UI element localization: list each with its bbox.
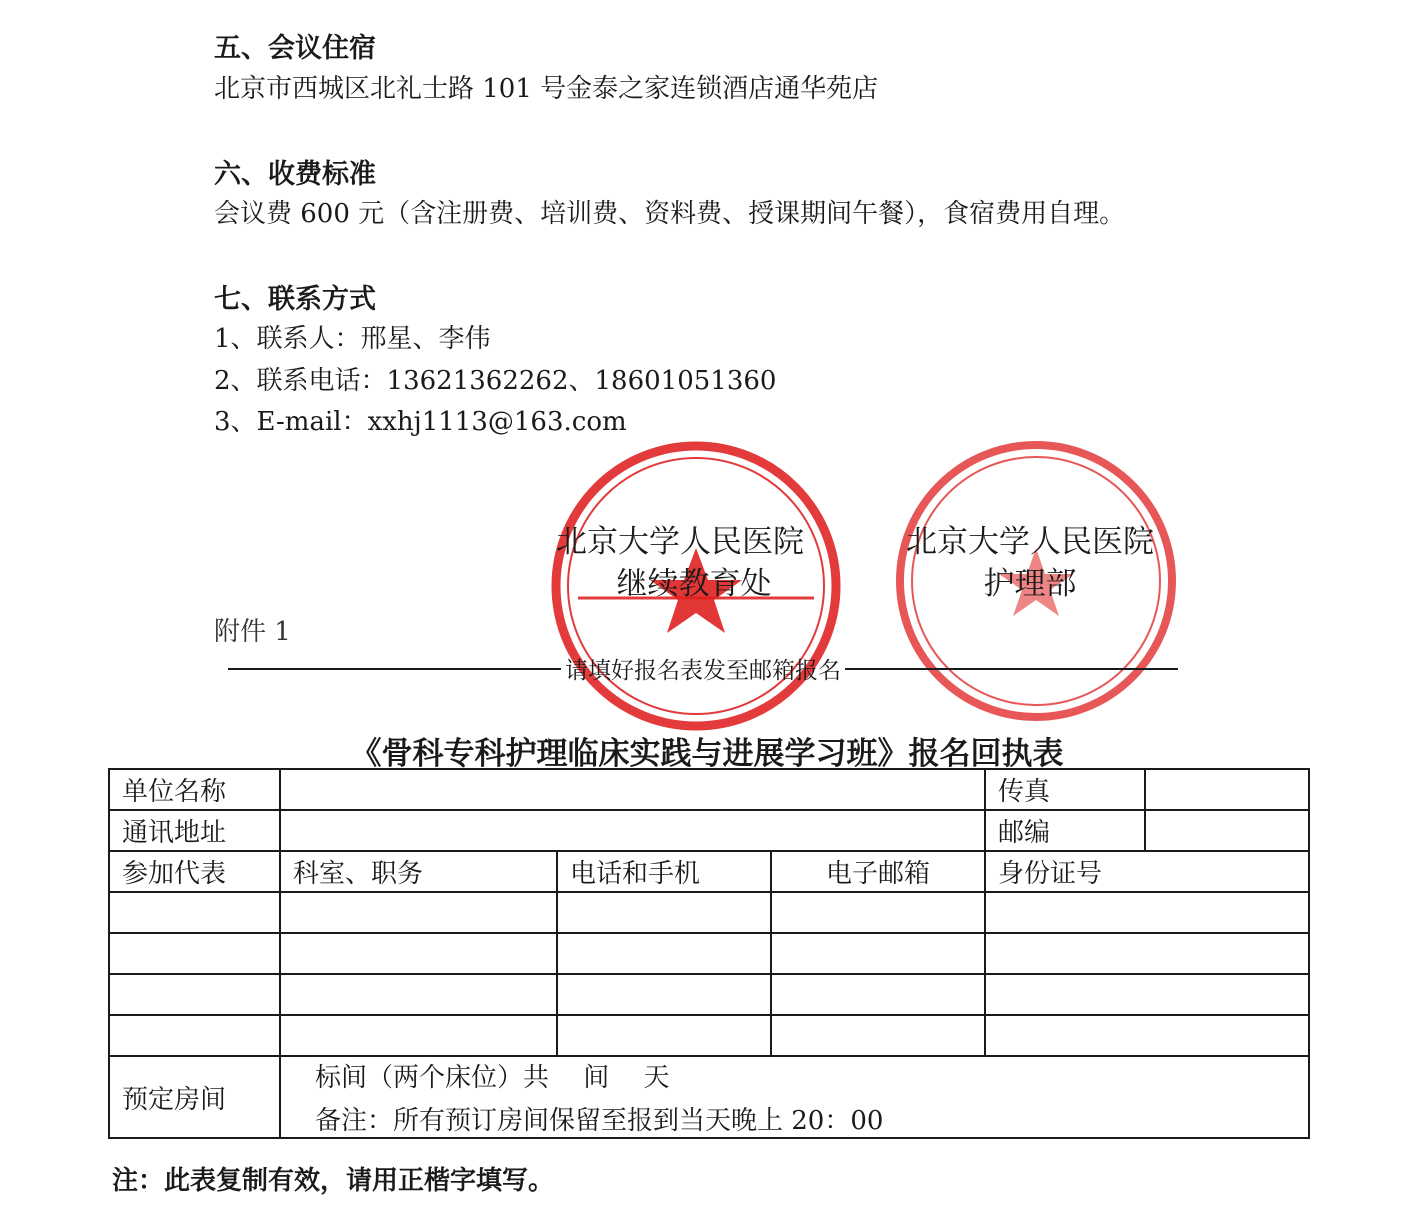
email-field[interactable] (771, 892, 985, 933)
representative-name-field[interactable] (109, 1015, 280, 1056)
booking-room-line: 标间（两个床位）共 间 天 (315, 1063, 670, 1093)
representative-label: 参加代表 (109, 851, 280, 892)
booking-note: 备注：所有预订房间保留至报到当天晚上 20：00 (315, 1106, 884, 1136)
form-title: 《骨科专科护理临床实践与进展学习班》报名回执表 (350, 736, 1064, 772)
divider-text: 请填好报名表发至邮箱报名 (565, 658, 841, 684)
unit-name-label: 单位名称 (109, 769, 280, 810)
department-field[interactable] (280, 1015, 557, 1056)
section6-text: 会议费 600 元（含注册费、培训费、资料费、授课期间午餐），食宿费用自理。 (214, 199, 1126, 229)
id-number-field[interactable] (985, 974, 1309, 1015)
email-field[interactable] (771, 1015, 985, 1056)
section7-title: 七、联系方式 (214, 284, 376, 315)
contact-phone: 2、联系电话：13621362262、18601051360 (214, 366, 777, 396)
attachment-label: 附件 1 (214, 617, 291, 647)
phone-field[interactable] (557, 933, 771, 974)
column-email: 电子邮箱 (771, 851, 985, 892)
fax-field[interactable] (1145, 769, 1309, 810)
signature-org-line: 北京大学人民医院 (556, 524, 804, 560)
section5-text: 北京市西城区北礼士路 101 号金泰之家连锁酒店通华苑店 (214, 74, 879, 104)
phone-field[interactable] (557, 974, 771, 1015)
unit-name-field[interactable] (280, 769, 985, 810)
email-field[interactable] (771, 933, 985, 974)
cut-divider (228, 652, 1178, 685)
booking-field[interactable] (280, 1056, 1309, 1138)
id-number-field[interactable] (985, 1015, 1309, 1056)
representative-name-field[interactable] (109, 892, 280, 933)
fax-label: 传真 (985, 769, 1145, 810)
column-id-number: 身份证号 (985, 851, 1309, 892)
table-row (109, 892, 1309, 933)
id-number-field[interactable] (985, 892, 1309, 933)
contact-email: 3、E-mail：xxhj1113@163.com (214, 407, 627, 437)
phone-field[interactable] (557, 892, 771, 933)
representative-name-field[interactable] (109, 974, 280, 1015)
phone-field[interactable] (557, 1015, 771, 1056)
email-field[interactable] (771, 974, 985, 1015)
address-field[interactable] (280, 810, 985, 851)
section6-title: 六、收费标准 (214, 159, 376, 190)
table-row (109, 974, 1309, 1015)
table-row (109, 1015, 1309, 1056)
contact-person: 1、联系人：邢星、李伟 (214, 324, 491, 354)
dash-line (845, 668, 1178, 670)
postcode-field[interactable] (1145, 810, 1309, 851)
section5-title: 五、会议住宿 (214, 33, 376, 64)
column-phone: 电话和手机 (557, 851, 771, 892)
department-field[interactable] (280, 974, 557, 1015)
booking-label: 预定房间 (109, 1056, 280, 1138)
department-field[interactable] (280, 892, 557, 933)
signature-org-line: 北京大学人民医院 (906, 524, 1154, 560)
address-label: 通讯地址 (109, 810, 280, 851)
representative-name-field[interactable] (109, 933, 280, 974)
signature-dept-line: 护理部 (983, 566, 1077, 602)
id-number-field[interactable] (985, 933, 1309, 974)
signature-dept-line: 继续教育处 (616, 566, 772, 602)
column-department: 科室、职务 (280, 851, 557, 892)
dash-line (228, 668, 561, 670)
registration-form (108, 768, 1310, 1139)
department-field[interactable] (280, 933, 557, 974)
postcode-label: 邮编 (985, 810, 1145, 851)
table-row (109, 933, 1309, 974)
signature-continuing-education (540, 521, 820, 605)
signature-nursing (890, 521, 1170, 605)
footnote: 注：此表复制有效，请用正楷字填写。 (112, 1166, 555, 1196)
